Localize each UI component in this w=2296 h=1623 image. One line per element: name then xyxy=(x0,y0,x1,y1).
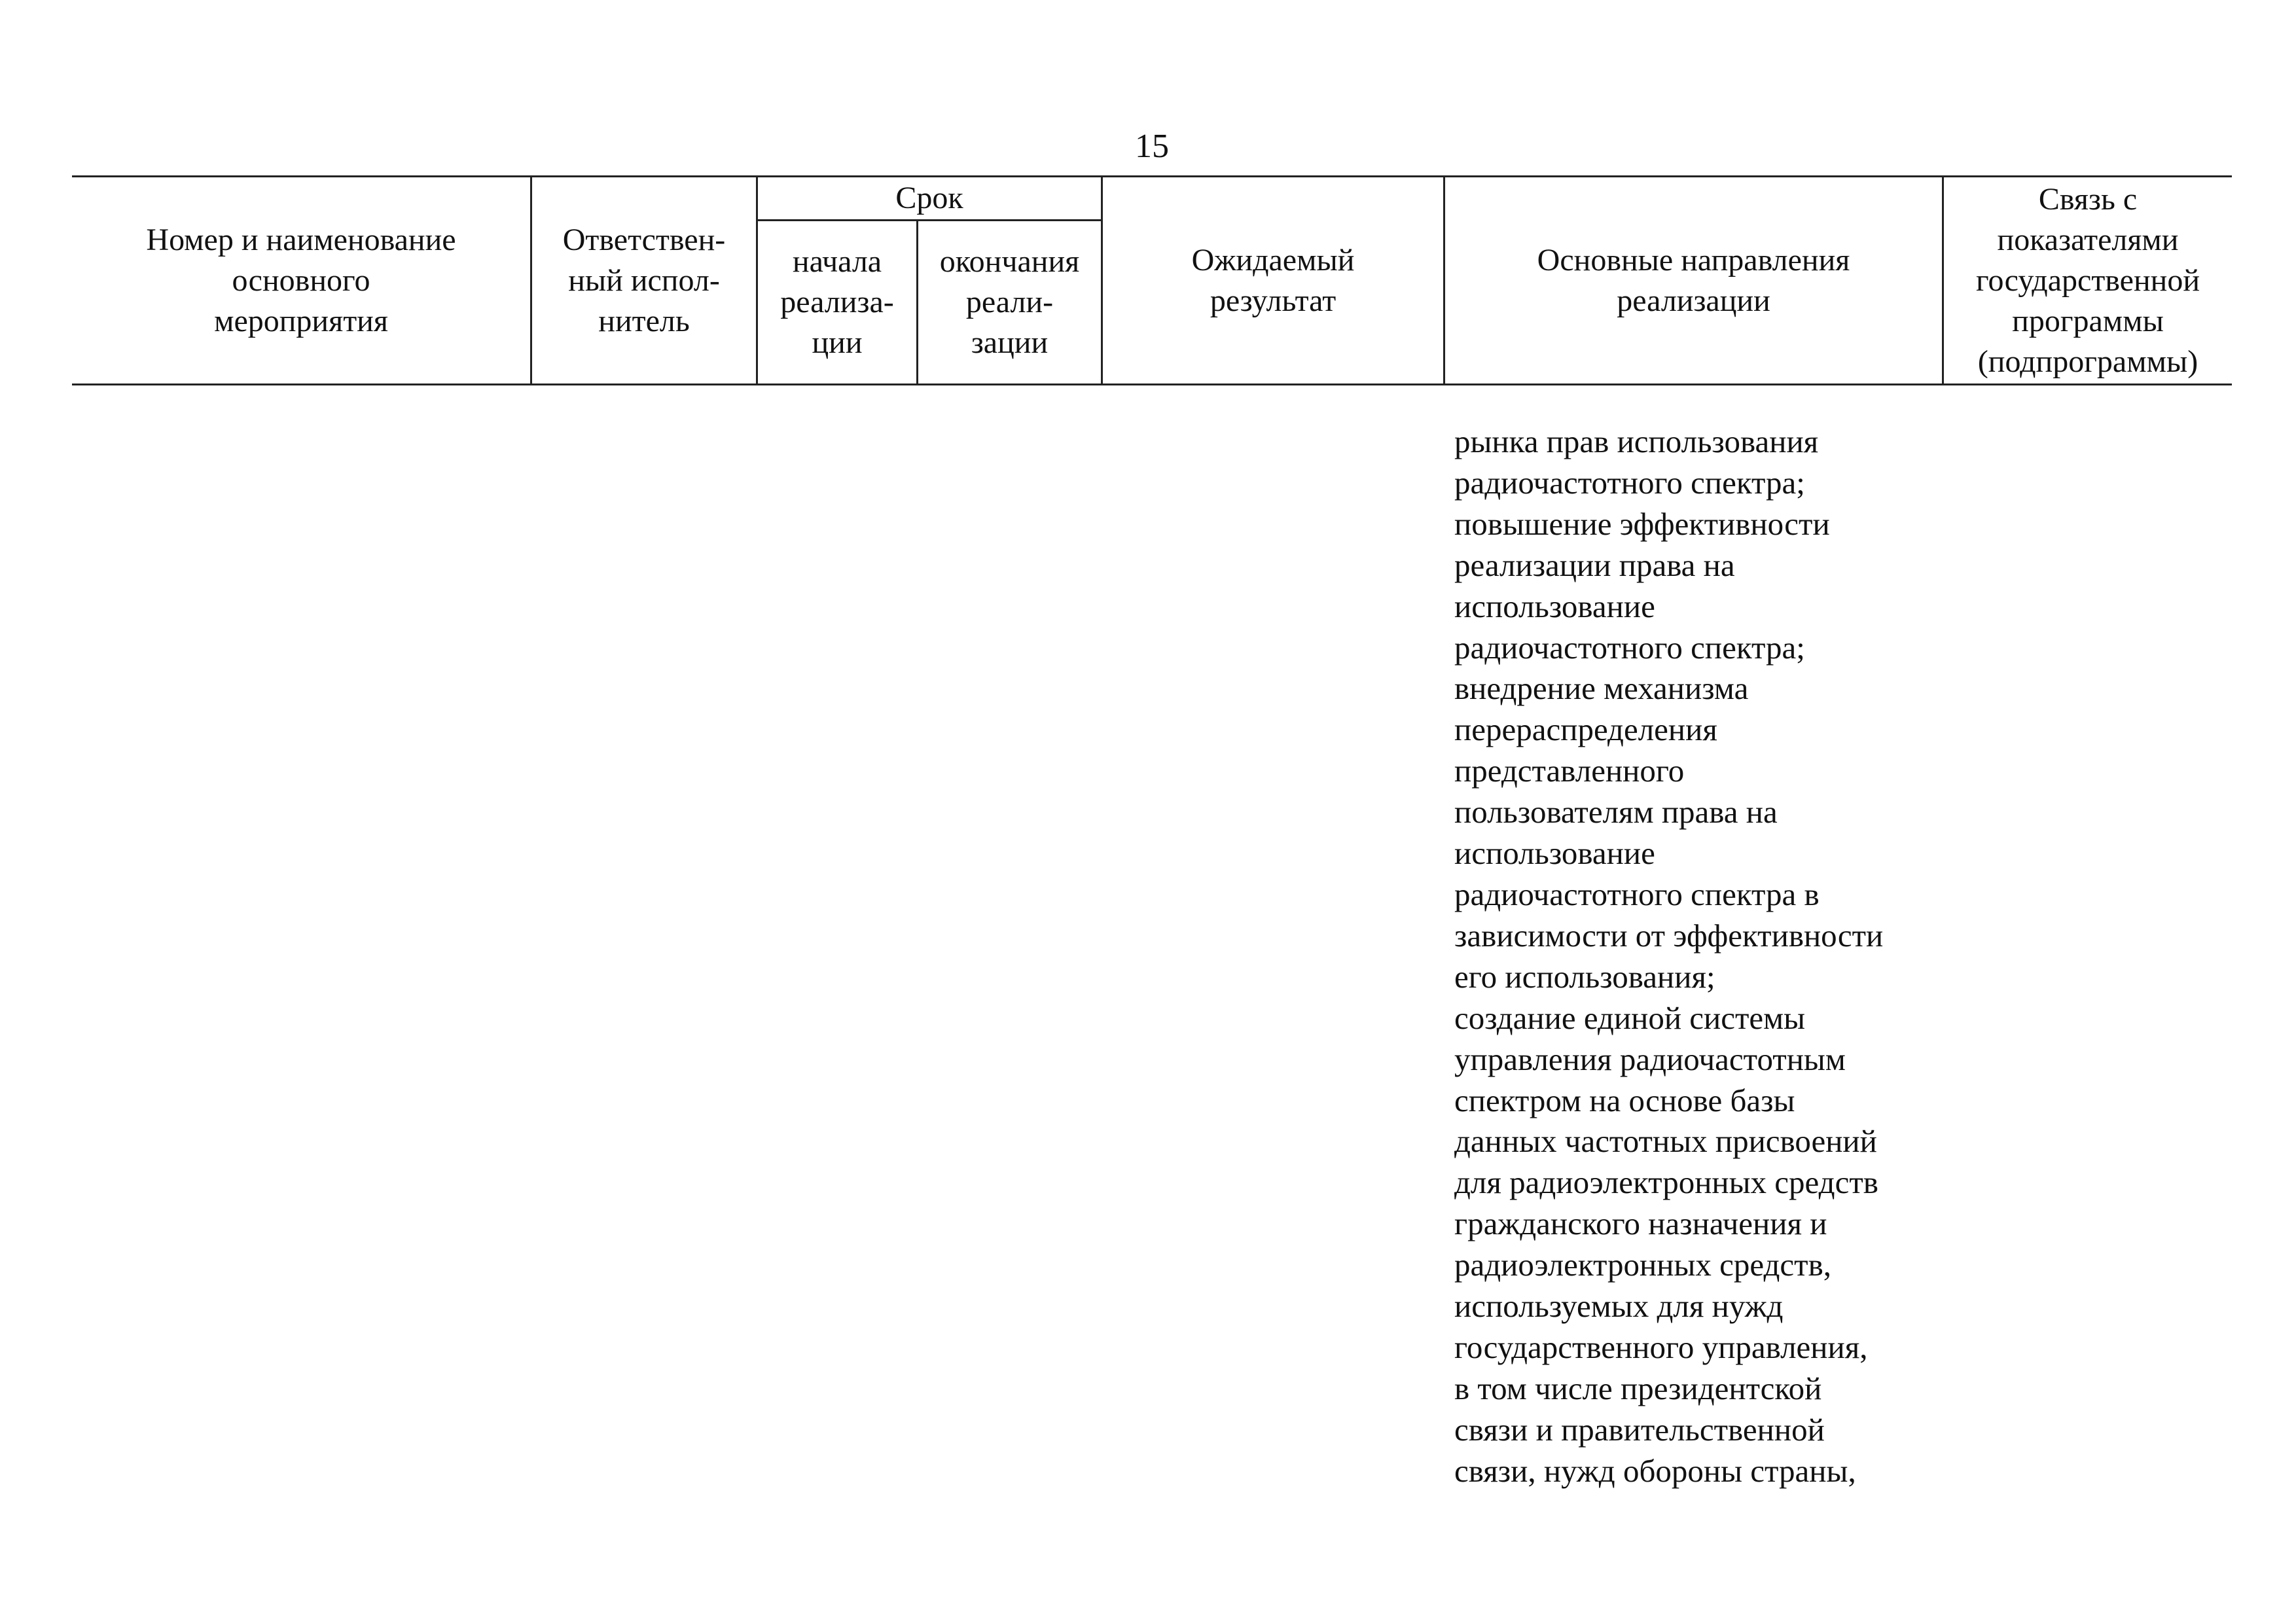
header-term-start: начала реализа- ции xyxy=(780,244,894,360)
header-term-end: окончания реали- зации xyxy=(939,244,1080,360)
header-link: Связь с показателями государственной программы (подпрограммы) xyxy=(1975,181,2200,379)
header-executor: Ответствен- ный испол- нитель xyxy=(562,222,726,338)
header-name: Номер и наименование основного мероприятия xyxy=(146,222,456,338)
header-directions: Основные направления реализации xyxy=(1537,242,1850,318)
page-number: 15 xyxy=(1135,128,1169,165)
table-header xyxy=(72,175,2232,385)
directions-text: рынка прав использования радиочастотного спектра; повышение эффективности реализации права на использование радиочастотного спектра; внедрение механизма перераспределения представленного пользователям права на использование радиочастотного спектра в зависимости от эффективности его использования; создание единой системы управления радиочастотным спектром на основе базы данных частотных присвоений для радиоэлектронных средств гражданского назначения и радиоэлектронных средств, используемых для нужд государственного управления, в том числе президентской связи и правительственной связи, нужд обороны страны, xyxy=(1454,423,1884,1489)
header-term: Срок xyxy=(895,181,963,215)
header-result: Ожидаемый результат xyxy=(1191,242,1355,318)
